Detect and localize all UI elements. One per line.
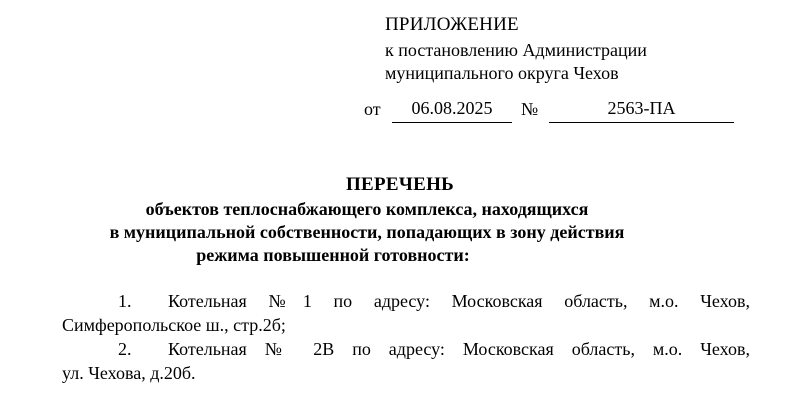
appendix-resolution-line: к постановлению Администрации [385,40,647,60]
list-item-text-line-2: Симферопольское ш., стр.2б; [62,315,286,335]
number-label: № [521,99,539,119]
document-title: ПЕРЕЧЕНЬ [345,174,455,195]
appendix-title: ПРИЛОЖЕНИЕ [385,14,519,35]
list-item-text-line-1: Котельная №1 по адресу: Московская область, м.о. Чехов, [168,291,750,311]
list-item-text-line-2: ул. Чехова, д.20б. [62,363,196,383]
resolution-date: 06.08.2025 [392,96,512,123]
list-item [62,289,750,335]
document-subtitle-line-2: в муниципальной собственности, попадающих в зону действия [109,222,625,242]
date-label: от [364,99,381,119]
list-item-number: 1. [118,291,132,311]
resolution-number: 2563-ПА [549,96,734,123]
list-item [62,337,750,383]
list-item-text-line-1: Котельная № 2В по адресу: Московская область, м.о. Чехов, [168,339,750,359]
list-item-number: 2. [118,339,132,359]
appendix-district-line: муниципального округа Чехов [385,63,619,83]
document-subtitle-line-3: режима повышенной готовности: [196,245,470,265]
document-subtitle-line-1: объектов теплоснабжающего комплекса, находящихся [145,199,589,219]
